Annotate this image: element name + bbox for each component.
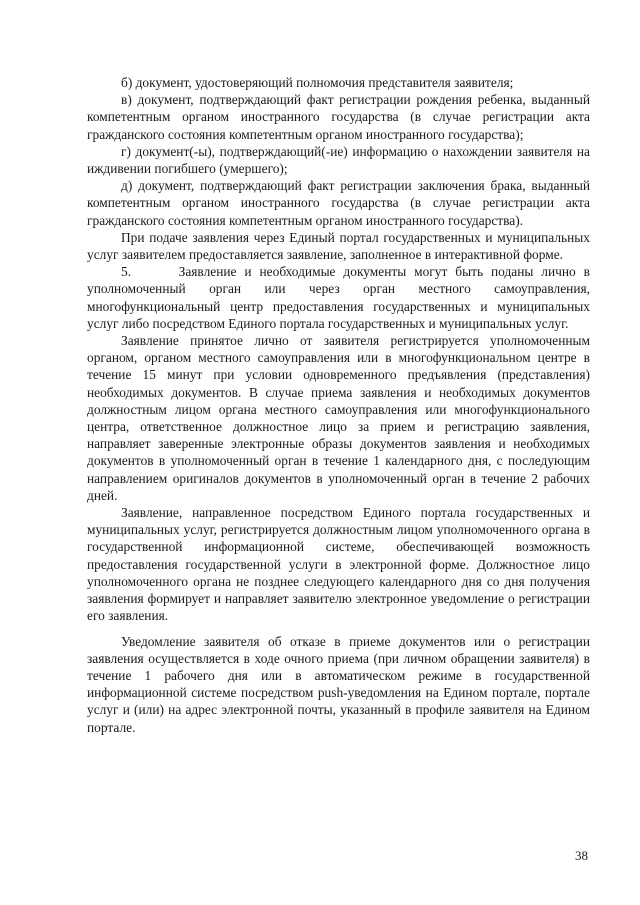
paragraph-notification: Уведомление заявителя об отказе в приеме документов или о регистрации заявления осуществляется в ходе очного приема (при личном обращении заявителя) в течение 1 рабочего дня или в автоматическом режиме в государственной информационной системе посредством push-уведомления на Едином портале, портале услуг и (или) на адрес электронной почты, указанный в профиле заявителя на Едином портале. bbox=[87, 633, 590, 735]
page-number: 38 bbox=[575, 848, 588, 863]
paragraph-section-5: 5. Заявление и необходимые документы могут быть поданы лично в уполномоченный орган или через орган местного самоуправления, многофункциональный центр предоставления государственных и муниципальных услуг либо посредством Единого портала государственных и муниципальных услуг. bbox=[87, 264, 590, 331]
paragraph-portal-submission: При подаче заявления через Единый портал государственных и муниципальных услуг заявителем предоставляется заявление, заполненное в интерактивной форме. bbox=[87, 229, 590, 263]
paragraph-item-b: б) документ, удостоверяющий полномочия представителя заявителя; bbox=[121, 75, 514, 90]
paragraph-in-person-registration: Заявление принятое лично от заявителя регистрируется уполномоченным органом, органом местного самоуправления или в многофункциональном центре в течение 15 минут при условии одновременного предъявления (представления) необходимых документов. В случае приема заявления и необходимых документов должностным лицом органа местного самоуправления или многофункционального центра, ответственное должностное лицо за прием и регистрацию заявления, направляет заверенные электронные образы документов заявления и необходимых документов в уполномоченный орган в течение 1 календарного дня, с последующим направлением оригиналов документов в уполномоченный орган в течение 2 рабочих дней. bbox=[87, 333, 590, 503]
paragraph-item-v: в) документ, подтверждающий факт регистрации рождения ребенка, выданный компетентным органом иностранного государства (в случае регистрации акта гражданского состояния компетентным органом иностранного государства); bbox=[87, 92, 590, 142]
paragraph-portal-registration: Заявление, направленное посредством Единого портала государственных и муниципальных услуг, регистрируется должностным лицом уполномоченного органа в государственной информационной системе, обеспечивающей возможность предоставления государственной услуги в электронной форме. Должностное лицо уполномоченного органа не позднее следующего календарного дня со дня получения заявления формирует и направляет заявителю электронное уведомление о регистрации его заявления. bbox=[87, 505, 590, 624]
paragraph-item-d: д) документ, подтверждающий факт регистрации заключения брака, выданный компетентным органом иностранного государства (в случае регистрации акта гражданского состояния компетентным органом иностранного государства). bbox=[87, 178, 590, 228]
paragraph-item-g: г) документ(-ы), подтверждающий(-ие) информацию о нахождении заявителя на иждивении погибшего (умершего); bbox=[87, 143, 590, 177]
